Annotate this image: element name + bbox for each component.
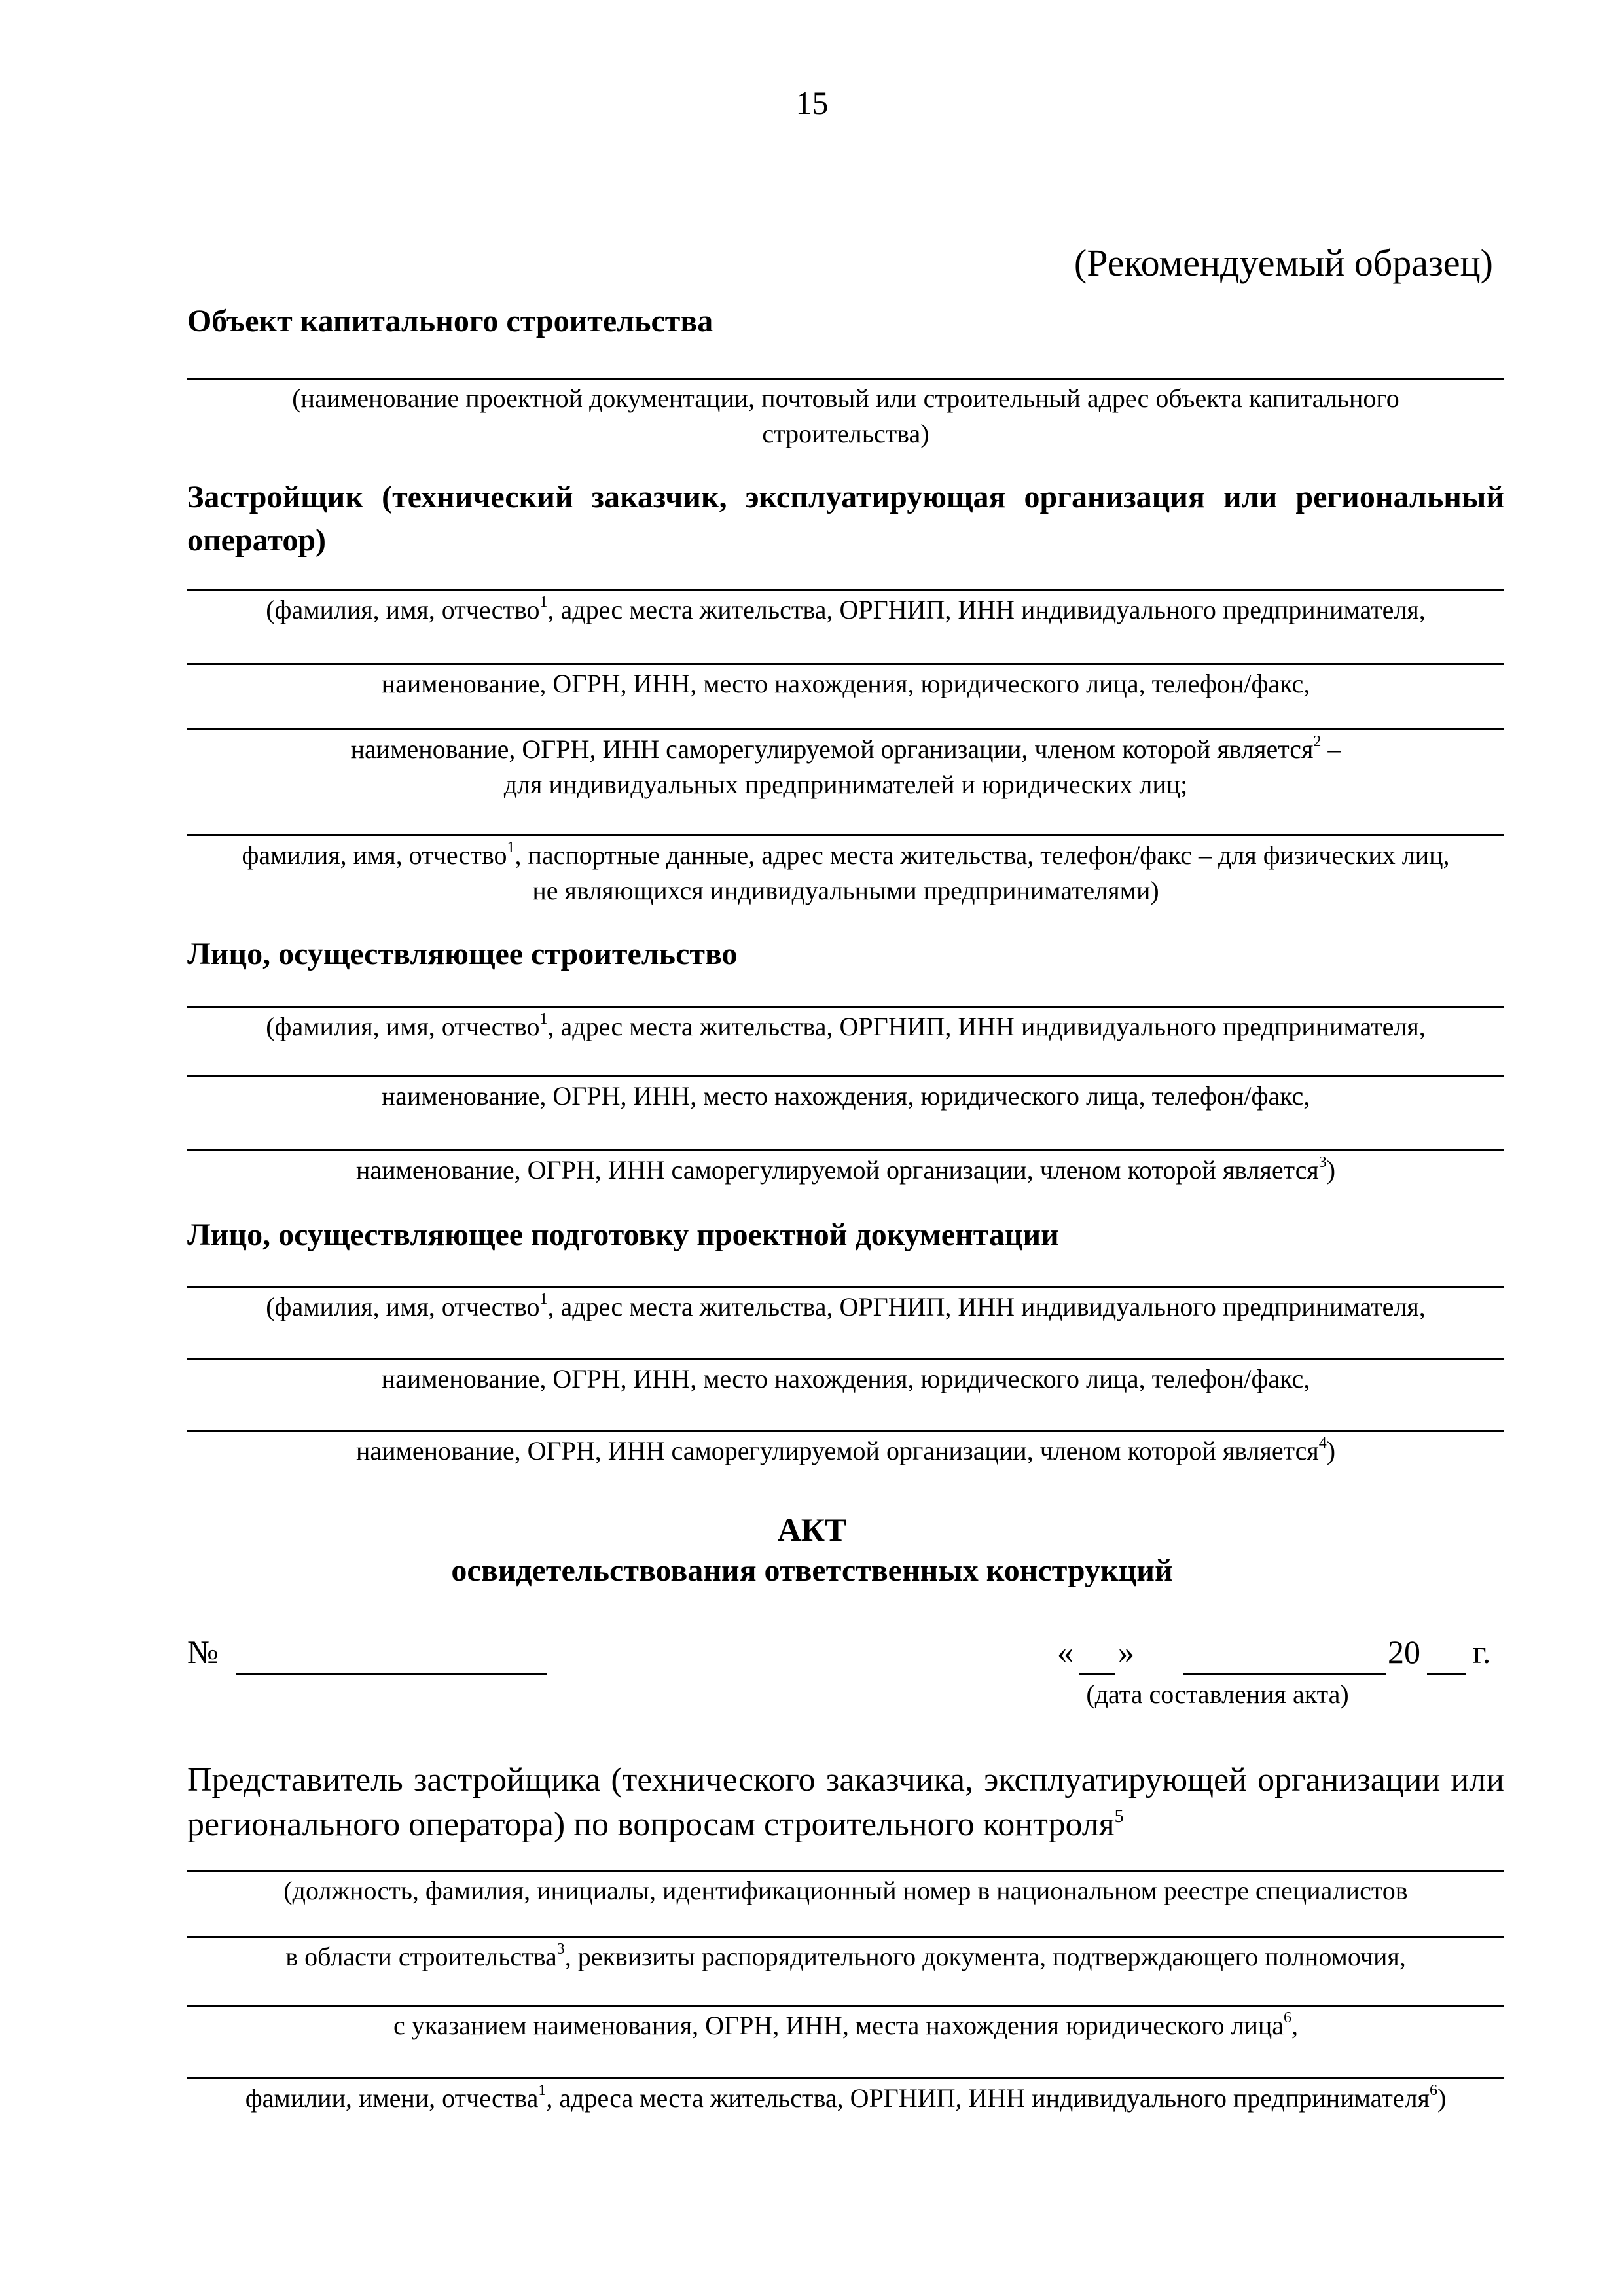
quote-open: « [1057,1634,1074,1670]
representative-fill-line-3[interactable] [187,2005,1504,2007]
act-title: АКТ [777,1511,847,1548]
developer-caption-4b: , паспортные данные, адрес места жительства, телефон/факс – для физических лиц, [514,840,1450,870]
builder-caption-3 [187,1153,1504,1188]
representative-caption-4 [187,2081,1504,2116]
month-input[interactable] [1183,1673,1386,1675]
developer-caption-4 [187,838,1504,908]
designer-heading: Лицо, осуществляющее подготовку проектной документации [187,1217,1059,1252]
representative-caption-2b: , реквизиты распорядительного документа, подтверждающего полномочия, [564,1942,1406,1971]
developer-caption-3b: – [1321,734,1341,764]
day-input[interactable] [1079,1673,1115,1675]
developer-fill-line-3[interactable] [187,728,1504,730]
footnote-ref: 1 [539,1291,548,1308]
footnote-ref: 5 [1114,1806,1124,1827]
page-number: 15 [795,84,829,121]
developer-caption-4-line1 [187,838,1504,873]
representative-fill-line-2[interactable] [187,1936,1504,1938]
representative-caption-3b: , [1291,2011,1299,2040]
representative-caption-4b: , адреса места жительства, ОРГНИП, ИНН индивидуального предпринимателя [546,2083,1430,2113]
footnote-ref: 4 [1318,1435,1327,1452]
developer-caption-3 [187,732,1504,802]
designer-fill-line-2[interactable] [187,1358,1504,1360]
designer-caption-3 [187,1433,1504,1469]
designer-fill-line-1[interactable] [187,1286,1504,1288]
designer-caption-3b: ) [1326,1436,1336,1465]
representative-caption-2 [187,1939,1504,1975]
builder-heading: Лицо, осуществляющее строительство [187,937,738,971]
act-number-input[interactable] [236,1673,547,1675]
sample-label: (Рекомендуемый образец) [1074,242,1493,284]
representative-text-body: Представитель застройщика (технического заказчика, эксплуатирующей организации или регионального оператора) по вопросам строительного контроля [187,1761,1504,1843]
designer-caption-3a: наименование, ОГРН, ИНН саморегулируемой организации, членом которой является [355,1436,1319,1465]
footnote-ref: 1 [538,2082,547,2099]
object-caption-line2: строительства) [762,419,929,448]
builder-caption-3b: ) [1326,1155,1336,1185]
developer-caption-2: наименование, ОГРН, ИНН, место нахождения, юридического лица, телефон/факс, [381,669,1310,698]
developer-caption-3-line2: для индивидуальных предпринимателей и юридических лиц; [503,770,1188,799]
footnote-ref: 2 [1313,733,1322,750]
representative-caption-3a: с указанием наименования, ОГРН, ИНН, места нахождения юридического лица [393,2011,1284,2040]
designer-caption-1a: (фамилия, имя, отчество [266,1292,540,1321]
builder-caption-3a: наименование, ОГРН, ИНН саморегулируемой организации, членом которой является [355,1155,1319,1185]
designer-fill-line-3[interactable] [187,1430,1504,1432]
quote-close: » [1118,1634,1134,1670]
footnote-ref: 6 [1429,2082,1437,2099]
builder-fill-line-1[interactable] [187,1006,1504,1008]
developer-caption-1b: , адрес места жительства, ОРГНИП, ИНН индивидуального предпринимателя, [547,595,1426,624]
developer-fill-line-2[interactable] [187,663,1504,665]
developer-caption-3a: наименование, ОГРН, ИНН саморегулируемой организации, членом которой является [350,734,1314,764]
footnote-ref: 3 [556,1941,565,1958]
builder-caption-1b: , адрес места жительства, ОРГНИП, ИНН индивидуального предпринимателя, [547,1012,1426,1041]
developer-fill-line-4[interactable] [187,834,1504,836]
developer-caption-4a: фамилия, имя, отчество [242,840,507,870]
developer-caption-4-line2: не являющихся индивидуальными предпринимателями) [532,876,1159,905]
developer-caption-1a: (фамилия, имя, отчество [266,595,540,624]
builder-fill-line-3[interactable] [187,1149,1504,1151]
footnote-ref: 6 [1284,2009,1292,2026]
object-caption-line1: (наименование проектной документации, почтовый или строительный адрес объекта капитального [292,384,1399,413]
footnote-ref: 1 [507,839,515,856]
object-heading: Объект капитального строительства [187,304,713,338]
representative-caption-1: (должность, фамилия, инициалы, идентификационный номер в национальном реестре специалистов [283,1876,1408,1905]
act-number-label: № [187,1634,219,1670]
designer-caption-1 [187,1289,1504,1325]
footnote-ref: 1 [539,594,548,611]
developer-caption-1 [187,592,1504,628]
builder-caption-1 [187,1009,1504,1045]
developer-heading: Застройщик (технический заказчик, эксплуатирующая организация или региональный оператор) [187,480,1504,558]
designer-caption-2: наименование, ОГРН, ИНН, место нахождения, юридического лица, телефон/факс, [381,1364,1310,1393]
developer-fill-line-1[interactable] [187,589,1504,591]
representative-fill-line-4[interactable] [187,2077,1504,2079]
representative-fill-line-1[interactable] [187,1870,1504,1872]
act-subtitle: освидетельствования ответственных конструкций [451,1553,1173,1588]
object-fill-line[interactable] [187,378,1504,380]
object-caption [187,381,1504,452]
builder-fill-line-2[interactable] [187,1075,1504,1077]
representative-caption-2a: в области строительства [285,1942,557,1971]
footnote-ref: 1 [539,1011,548,1028]
year-prefix: 20 [1388,1634,1420,1670]
designer-caption-1b: , адрес места жительства, ОРГНИП, ИНН индивидуального предпринимателя, [547,1292,1426,1321]
year-input[interactable] [1427,1673,1466,1675]
builder-caption-2: наименование, ОГРН, ИНН, место нахождения, юридического лица, телефон/факс, [381,1081,1310,1111]
date-caption: (дата составления акта) [1086,1679,1349,1709]
builder-caption-1a: (фамилия, имя, отчество [266,1012,540,1041]
footnote-ref: 3 [1318,1154,1327,1171]
representative-caption-3 [187,2008,1504,2043]
year-suffix: г. [1473,1634,1491,1670]
representative-text [187,1758,1504,1847]
representative-caption-4c: ) [1437,2083,1447,2113]
developer-caption-3-line1 [187,732,1504,767]
representative-caption-4a: фамилии, имени, отчества [245,2083,539,2113]
